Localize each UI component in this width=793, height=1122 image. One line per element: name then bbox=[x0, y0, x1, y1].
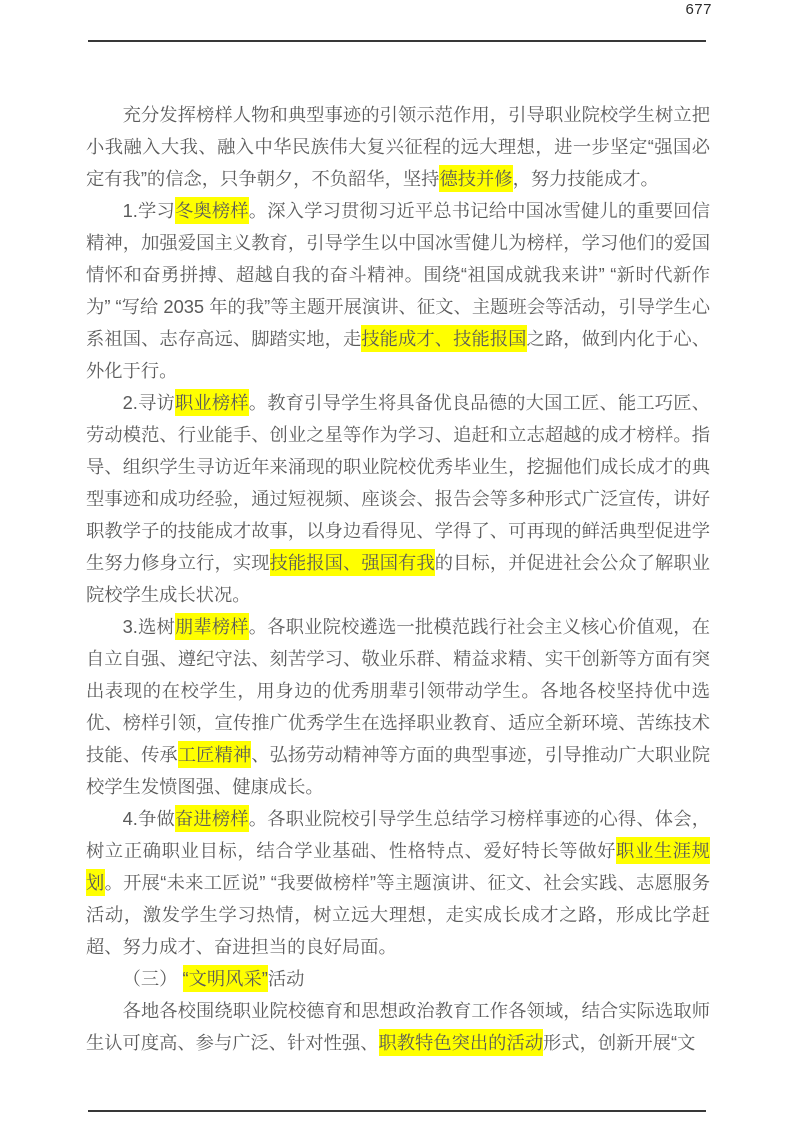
text-segment: 1.学习 bbox=[122, 200, 175, 221]
header-rule bbox=[88, 40, 706, 42]
paragraph bbox=[86, 995, 710, 1059]
text-segment: ，努力技能成才。 bbox=[512, 168, 659, 189]
paragraph bbox=[86, 99, 710, 195]
text-segment: 、弘扬劳动精神等方面的典型事迹，引导推动广大职业院校学生发愤图强、健康成长。 bbox=[86, 744, 711, 797]
highlighted-phrase: 职业榜样 bbox=[175, 389, 249, 416]
document-body bbox=[86, 99, 710, 1059]
section-heading bbox=[86, 963, 710, 995]
page-number: 677 bbox=[685, 1, 712, 18]
text-segment: 活动 bbox=[267, 968, 305, 989]
paragraph bbox=[86, 803, 710, 963]
text-segment: 充分发挥榜样人物和典型事迹的引领示范作用，引导职业院校学生树立把小我融入大我、融入中华民族伟大复兴征程的远大理想，进一步坚定“强国必定有我”的信念，只争朝夕，不负韶华，坚持 bbox=[86, 104, 710, 189]
paragraph bbox=[86, 611, 710, 803]
text-segment: 3.选树 bbox=[122, 616, 175, 637]
highlighted-phrase: “文明风采” bbox=[183, 965, 268, 992]
text-segment: 。教育引导学生将具备优良品德的大国工匠、能工巧匠、劳动模范、行业能手、创业之星等作为学习、追赶和立志超越的成才榜样。指导、组织学生寻访近年来涌现的职业院校优秀毕业生，挖掘他们成长成才的典型事迹和成功经验，通过短视频、座谈会、报告会等多种形式广泛宣传，讲好职教学子的技能成才故事，以身边看得见、学得了、可再现的鲜活典型促进学生努力修身立行，实现 bbox=[86, 392, 711, 573]
highlighted-phrase: 德技并修 bbox=[439, 165, 512, 192]
highlighted-phrase: 冬奥榜样 bbox=[175, 197, 249, 224]
highlighted-phrase: 技能成才、技能报国 bbox=[361, 325, 526, 352]
highlighted-phrase: 技能报国、强国有我 bbox=[270, 549, 435, 576]
paragraph bbox=[86, 195, 710, 387]
text-segment: 。开展“未来工匠说” “我要做榜样”等主题演讲、征文、社会实践、志愿服务活动，激发学生学习热情，树立远大理想，走实成长成才之路，形成比学赶超、努力成才、奋进担当的良好局面。 bbox=[86, 872, 710, 957]
highlighted-phrase: 职教特色突出的活动 bbox=[379, 1029, 544, 1056]
highlighted-phrase: 朋辈榜样 bbox=[175, 613, 249, 640]
text-segment: 。深入学习贯彻习近平总书记给中国冰雪健儿的重要回信精神，加强爱国主义教育，引导学生以中国冰雪健儿为榜样，学习他们的爱国情怀和奋勇拼搏、超越自我的奋斗精神。围绕“祖国成就我来讲” “新时代新作为” “写给 2035 年的我”等主题开展演讲、征文、主题班会等活动，引导学生心系祖国、志存高远、脚踏实地，走 bbox=[86, 200, 711, 349]
text-segment: 。各职业院校遴选一批模范践行社会主义核心价值观，在自立自强、遵纪守法、刻苦学习、敬业乐群、精益求精、实干创新等方面有突出表现的在校学生，用身边的优秀朋辈引领带动学生。各地各校坚持优中选优、榜样引领，宣传推广优秀学生在选择职业教育、适应全新环境、苦练技术技能、传承 bbox=[86, 616, 711, 765]
text-segment: 4.争做 bbox=[122, 808, 175, 829]
text-segment: 形式，创新开展“文 bbox=[543, 1032, 696, 1053]
paragraph bbox=[86, 387, 710, 611]
text-segment: 。各职业院校引导学生总结学习榜样事迹的心得、体会，树立正确职业目标，结合学业基础、性格特点、爱好特长等做好 bbox=[86, 808, 711, 861]
text-segment: （三） bbox=[122, 968, 183, 989]
text-segment: 2.寻访 bbox=[122, 392, 175, 413]
highlighted-phrase: 工匠精神 bbox=[178, 741, 251, 768]
footer-rule bbox=[88, 1110, 706, 1112]
highlighted-phrase: 奋进榜样 bbox=[175, 805, 249, 832]
text-segment: 之路，做到内化于心、外化于行。 bbox=[86, 328, 711, 381]
highlighted-phrase: 职业生涯规划 bbox=[86, 837, 710, 896]
text-segment: 的目标，并促进社会公众了解职业院校学生成长状况。 bbox=[86, 552, 711, 605]
text-segment: 各地各校围绕职业院校德育和思想政治教育工作各领域，结合实际选取师生认可度高、参与广泛、针对性强、 bbox=[86, 1000, 710, 1053]
